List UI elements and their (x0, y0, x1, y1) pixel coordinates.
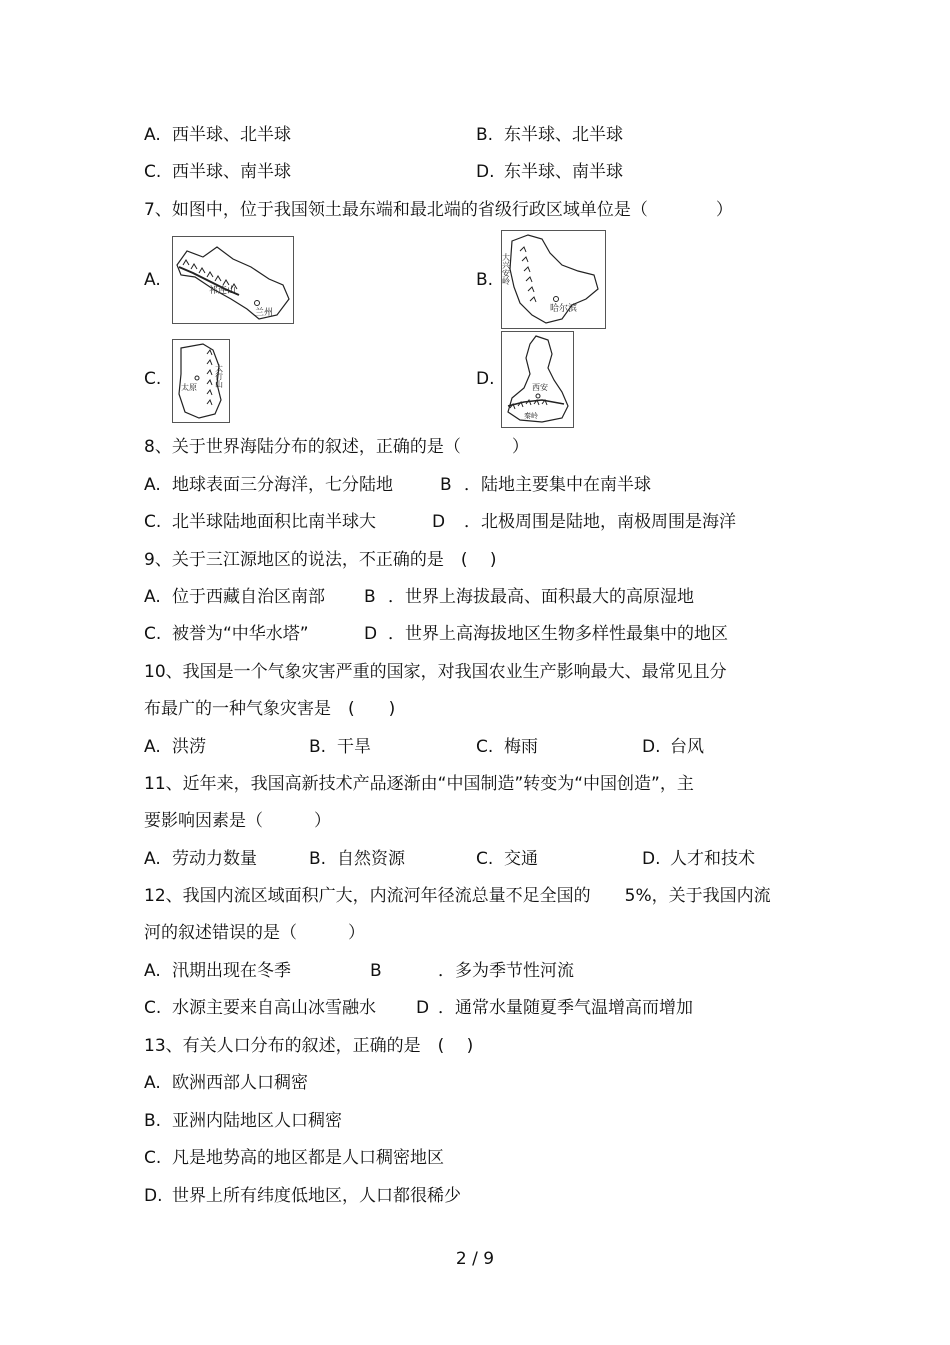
q8-option-c[interactable] (144, 511, 376, 533)
q7-map-d[interactable] (501, 331, 574, 428)
page-number: 2 / 9 (455, 1249, 495, 1269)
q10-option-d[interactable] (642, 736, 704, 758)
option-letter: C. (144, 162, 162, 182)
option-text: ．世界上海拔最高、面积最大的高原湿地 (388, 587, 694, 607)
option-letter: D. (642, 849, 661, 869)
q8-stem: 8、关于世界海陆分布的叙述，正确的是（ ） (144, 437, 529, 457)
option-letter: A. (144, 1073, 161, 1093)
q12-option-c[interactable] (144, 997, 376, 1019)
option-text: 西半球、北半球 (172, 125, 291, 145)
option-text: 位于西藏自治区南部 (172, 587, 325, 607)
option-text: ．多为季节性河流 (438, 961, 574, 981)
option-letter: A. (144, 849, 161, 869)
q10-option-a[interactable] (144, 736, 206, 758)
q9-option-c[interactable] (144, 623, 309, 645)
q9-option-a[interactable] (144, 586, 325, 608)
option-letter: B. (476, 125, 494, 145)
map-label-harbin: 哈尔滨 (550, 304, 578, 314)
map-label-lanzhou: 兰州 (255, 308, 274, 318)
option-text: ．通常水量随夏季气温增高而增加 (438, 998, 693, 1018)
q7-option-b-letter[interactable]: B. (476, 270, 494, 290)
option-letter: D. (476, 162, 495, 182)
option-letter: A. (144, 587, 161, 607)
option-text: 西半球、南半球 (172, 162, 291, 182)
option-letter: D (364, 624, 378, 644)
q8-option-b[interactable] (440, 474, 651, 496)
option-text: 干旱 (337, 737, 371, 757)
option-text: ．世界上高海拔地区生物多样性最集中的地区 (388, 624, 728, 644)
q10-stem-line1: 10、我国是一个气象灾害严重的国家，对我国农业生产影响最大、最常见且分 (144, 662, 727, 682)
map-label-taiyuan: 太原 (181, 383, 197, 392)
q11-stem-line2: 要影响因素是（ ） (144, 811, 331, 831)
map-label-xian: 西安 (532, 383, 548, 392)
option-text: 东半球、北半球 (504, 125, 623, 145)
option-letter: B (440, 475, 452, 495)
option-letter: B. (144, 1111, 162, 1131)
q10-option-c[interactable] (476, 736, 538, 758)
q11-option-b[interactable] (309, 848, 405, 870)
q11-option-c[interactable] (476, 848, 538, 870)
q8-option-a[interactable] (144, 474, 393, 496)
option-letter: D (416, 998, 430, 1018)
option-letter: C. (476, 849, 494, 869)
option-text: 世界上所有纬度低地区，人口都很稀少 (172, 1186, 461, 1206)
q7-option-c-letter[interactable]: C. (144, 369, 162, 389)
map-label-daxinganling: 大兴安岭 (502, 253, 511, 285)
option-text: 台风 (670, 737, 704, 757)
q10-option-b[interactable] (309, 736, 371, 758)
option-text: ．北极周围是陆地，南极周围是海洋 (464, 512, 736, 532)
option-letter: C. (144, 624, 162, 644)
option-text: 人才和技术 (670, 849, 755, 869)
option-text: 北半球陆地面积比南半球大 (172, 512, 376, 532)
q13-option-b[interactable] (144, 1110, 342, 1132)
q6-option-c[interactable] (144, 161, 291, 183)
q12-stem-line1: 12、我国内流区域面积广大，内流河年径流总量不足全国的 5%，关于我国内流 (144, 886, 771, 906)
q11-stem-line1: 11、近年来，我国高新技术产品逐渐由“中国制造”转变为“中国创造”，主 (144, 774, 694, 794)
q7-map-a[interactable] (172, 236, 294, 324)
q11-option-d[interactable] (642, 848, 755, 870)
option-letter: D (432, 512, 446, 532)
option-letter: C. (144, 998, 162, 1018)
q7-option-a-letter[interactable]: A. (144, 270, 161, 290)
option-text: 凡是地势高的地区都是人口稠密地区 (172, 1148, 444, 1168)
option-letter: C. (144, 1148, 162, 1168)
option-letter: C. (144, 512, 162, 532)
q6-option-b[interactable] (476, 124, 623, 146)
option-letter: A. (144, 125, 161, 145)
option-text: 汛期出现在冬季 (172, 961, 291, 981)
option-text: 地球表面三分海洋，七分陆地 (172, 475, 393, 495)
q7-map-b[interactable] (501, 230, 606, 329)
option-text: 洪涝 (172, 737, 206, 757)
option-letter: A. (144, 737, 161, 757)
option-text: 欧洲西部人口稠密 (172, 1073, 308, 1093)
q9-stem: 9、关于三江源地区的说法，不正确的是 ( ) (144, 550, 497, 570)
option-letter: B (370, 961, 382, 981)
option-text: 被誉为“中华水塔” (172, 624, 309, 644)
option-letter: A. (144, 475, 161, 495)
option-letter: B (364, 587, 376, 607)
map-label-taihangshan: 太行山 (214, 364, 224, 388)
q6-option-d[interactable] (476, 161, 623, 183)
q6-option-a[interactable] (144, 124, 291, 146)
option-text: 东半球、南半球 (504, 162, 623, 182)
q7-stem: 7、如图中，位于我国领土最东端和最北端的省级行政区域单位是（ ） (144, 200, 733, 220)
q9-option-d[interactable] (364, 623, 728, 645)
q7-map-c[interactable] (172, 339, 230, 423)
option-text: 梅雨 (504, 737, 538, 757)
option-letter: A. (144, 961, 161, 981)
option-text: 亚洲内陆地区人口稠密 (172, 1111, 342, 1131)
option-letter: C. (476, 737, 494, 757)
q9-option-b[interactable] (364, 586, 694, 608)
q13-option-c[interactable] (144, 1147, 444, 1169)
q13-option-d[interactable] (144, 1185, 461, 1207)
option-text: 劳动力数量 (172, 849, 257, 869)
q12-stem-line2: 河的叙述错误的是（ ） (144, 923, 365, 943)
q12-option-a[interactable] (144, 960, 291, 982)
option-letter: B. (309, 849, 327, 869)
q7-option-d-letter[interactable]: D. (476, 369, 495, 389)
option-text: ．陆地主要集中在南半球 (464, 475, 651, 495)
q11-option-a[interactable] (144, 848, 257, 870)
map-label-qilian: 祁连山 (209, 286, 237, 296)
map-label-qinling: 秦岭 (524, 412, 538, 420)
q12-option-d[interactable] (416, 997, 693, 1019)
option-letter: B. (309, 737, 327, 757)
option-text: 自然资源 (337, 849, 405, 869)
option-letter: D. (144, 1186, 163, 1206)
q13-option-a[interactable] (144, 1072, 308, 1094)
option-text: 水源主要来自高山冰雪融水 (172, 998, 376, 1018)
option-letter: D. (642, 737, 661, 757)
q12-option-b[interactable] (370, 960, 574, 982)
option-text: 交通 (504, 849, 538, 869)
q10-stem-line2: 布最广的一种气象灾害是 ( ) (144, 699, 396, 719)
q8-option-d[interactable] (432, 511, 736, 533)
q13-stem: 13、有关人口分布的叙述，正确的是 ( ) (144, 1036, 474, 1056)
